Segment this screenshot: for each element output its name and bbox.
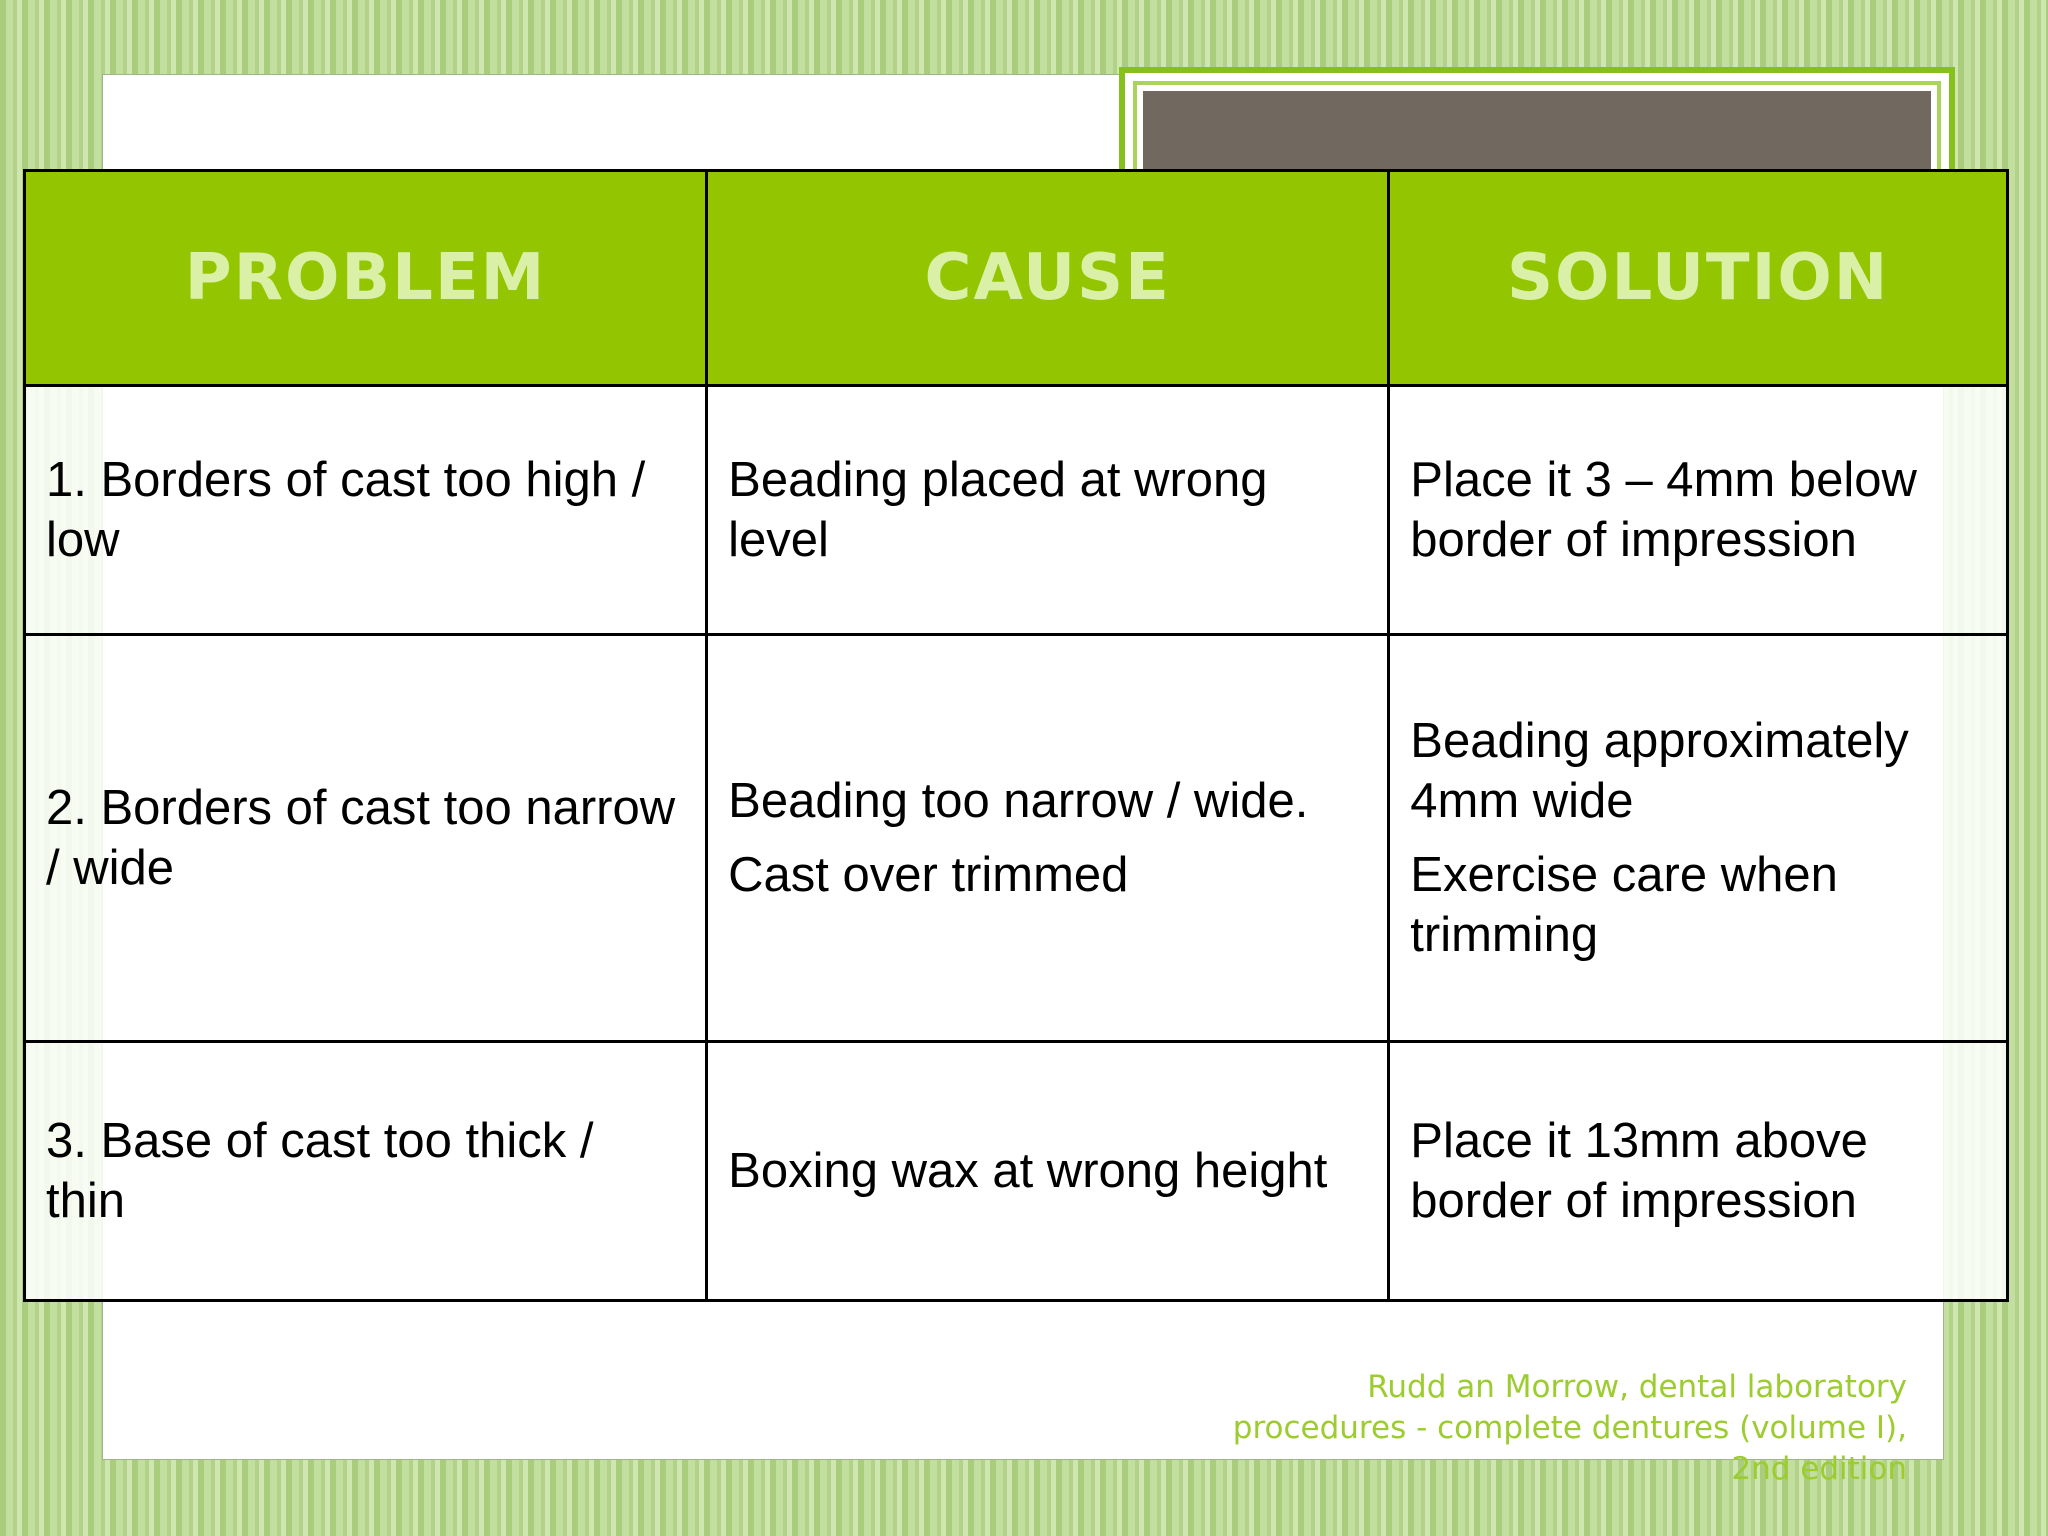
cause-cell xyxy=(707,635,1389,1042)
cause-cell xyxy=(707,1042,1389,1301)
citation-line: procedures - complete dentures (volume I), xyxy=(1232,1410,1907,1446)
solution-text: Place it 3 – 4mm below border of impression xyxy=(1410,453,1917,567)
solution-cell xyxy=(1389,1042,2008,1301)
problem-cell xyxy=(25,635,707,1042)
cause-text: Beading placed at wrong level xyxy=(728,453,1268,567)
problem-text: 2. Borders of cast too narrow / wide xyxy=(46,781,676,895)
problem-cell xyxy=(25,1042,707,1301)
table-row xyxy=(25,1042,2008,1301)
citation xyxy=(1103,1367,1907,1490)
solution-text: Beading approximately 4mm wide xyxy=(1410,714,1909,828)
table-row xyxy=(25,635,2008,1042)
problem-text: 3. Base of cast too thick / thin xyxy=(46,1114,594,1228)
cause-text: Boxing wax at wrong height xyxy=(728,1144,1328,1198)
cause-text: Beading too narrow / wide. xyxy=(728,774,1309,828)
problem-text: 1. Borders of cast too high / low xyxy=(46,453,646,567)
problem-cause-solution-table xyxy=(23,169,2009,1302)
cause-text: Cast over trimmed xyxy=(728,848,1129,902)
citation-line: 2nd edition xyxy=(1731,1451,1907,1487)
cause-cell xyxy=(707,386,1389,635)
citation-line: Rudd an Morrow, dental laboratory xyxy=(1367,1369,1907,1405)
header-solution: SOLUTION xyxy=(1389,171,2008,386)
solution-cell xyxy=(1389,635,2008,1042)
problem-cell xyxy=(25,386,707,635)
solution-text: Exercise care when trimming xyxy=(1410,848,1838,962)
solution-text: Place it 13mm above border of impression xyxy=(1410,1114,1868,1228)
solution-cell xyxy=(1389,386,2008,635)
problem-cause-solution-table-wrap xyxy=(23,169,2009,1301)
table-row xyxy=(25,386,2008,635)
header-problem: PROBLEM xyxy=(25,171,707,386)
table-header-row xyxy=(25,171,2008,386)
header-cause: CAUSE xyxy=(707,171,1389,386)
